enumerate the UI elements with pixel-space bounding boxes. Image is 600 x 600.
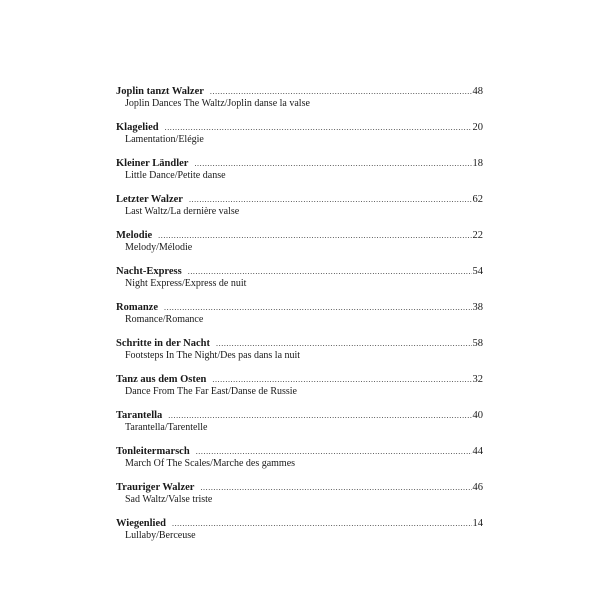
- entry-subtitle: Last Waltz/La dernière valse: [125, 206, 240, 217]
- entry-subtitle: Joplin Dances The Waltz/Joplin danse la valse: [125, 98, 310, 109]
- page-number: 20: [472, 122, 483, 133]
- entry-title: Nacht-Express: [116, 266, 182, 277]
- entry-title: Wiegenlied: [116, 518, 166, 529]
- entry-title: Trauriger Walzer: [116, 482, 195, 493]
- entry-subtitle: Footsteps In The Night/Des pas dans la nuit: [125, 350, 301, 361]
- toc-entry[interactable]: [116, 373, 483, 409]
- toc-entry[interactable]: [116, 157, 483, 193]
- table-of-contents: [116, 85, 483, 553]
- page-number: 14: [472, 518, 483, 529]
- entry-subtitle: Sad Waltz/Valse triste: [125, 494, 213, 505]
- entry-title: Kleiner Ländler: [116, 158, 189, 169]
- page-number: 38: [472, 302, 483, 313]
- dot-leader: [212, 373, 471, 386]
- entry-title: Letzter Walzer: [116, 194, 183, 205]
- page-number: 46: [472, 482, 483, 493]
- page-number: 22: [472, 230, 483, 241]
- dot-leader: [172, 517, 472, 530]
- toc-entry[interactable]: [116, 517, 483, 553]
- entry-title: Melodie: [116, 230, 153, 241]
- entry-subtitle: Melody/Mélodie: [125, 242, 193, 253]
- toc-entry[interactable]: [116, 301, 483, 337]
- entry-subtitle: Night Express/Express de nuit: [125, 278, 247, 289]
- dot-leader: [194, 157, 471, 170]
- page-number: 32: [472, 374, 483, 385]
- toc-entry[interactable]: [116, 481, 483, 517]
- dot-leader: [216, 337, 471, 350]
- entry-title: Schritte in der Nacht: [116, 338, 211, 349]
- toc-entry[interactable]: [116, 229, 483, 265]
- entry-subtitle: Little Dance/Petite danse: [125, 170, 226, 181]
- entry-title: Tarantella: [116, 410, 163, 421]
- entry-subtitle: Lamentation/Elégie: [125, 134, 204, 145]
- page-number: 54: [472, 266, 483, 277]
- dot-leader: [200, 481, 471, 494]
- page-number: 48: [472, 86, 483, 97]
- dot-leader: [164, 301, 472, 314]
- toc-entry[interactable]: [116, 193, 483, 229]
- entry-subtitle: Dance From The Far East/Danse de Russie: [125, 386, 297, 397]
- entry-subtitle: Romance/Romance: [125, 314, 204, 325]
- dot-leader: [165, 121, 472, 134]
- dot-leader: [158, 229, 471, 242]
- page-number: 62: [472, 194, 483, 205]
- dot-leader: [210, 85, 472, 98]
- toc-entry[interactable]: [116, 121, 483, 157]
- entry-title: Klagelied: [116, 122, 159, 133]
- toc-entry[interactable]: [116, 337, 483, 373]
- toc-entry[interactable]: [116, 265, 483, 301]
- page-number: 58: [472, 338, 483, 349]
- toc-entry[interactable]: [116, 445, 483, 481]
- dot-leader: [196, 445, 472, 458]
- entry-subtitle: March Of The Scales/Marche des gammes: [125, 458, 296, 469]
- page-number: 40: [472, 410, 483, 421]
- entry-title: Tanz aus dem Osten: [116, 374, 207, 385]
- dot-leader: [168, 409, 471, 422]
- page-number: 18: [472, 158, 483, 169]
- entry-title: Tonleitermarsch: [116, 446, 190, 457]
- entry-title: Romanze: [116, 302, 158, 313]
- page-number: 44: [472, 446, 483, 457]
- dot-leader: [188, 265, 472, 278]
- toc-entry[interactable]: [116, 409, 483, 445]
- entry-subtitle: Lullaby/Berceuse: [125, 530, 196, 541]
- toc-entry[interactable]: [116, 85, 483, 121]
- entry-title: Joplin tanzt Walzer: [116, 86, 204, 97]
- dot-leader: [189, 193, 472, 206]
- entry-subtitle: Tarantella/Tarentelle: [125, 422, 208, 433]
